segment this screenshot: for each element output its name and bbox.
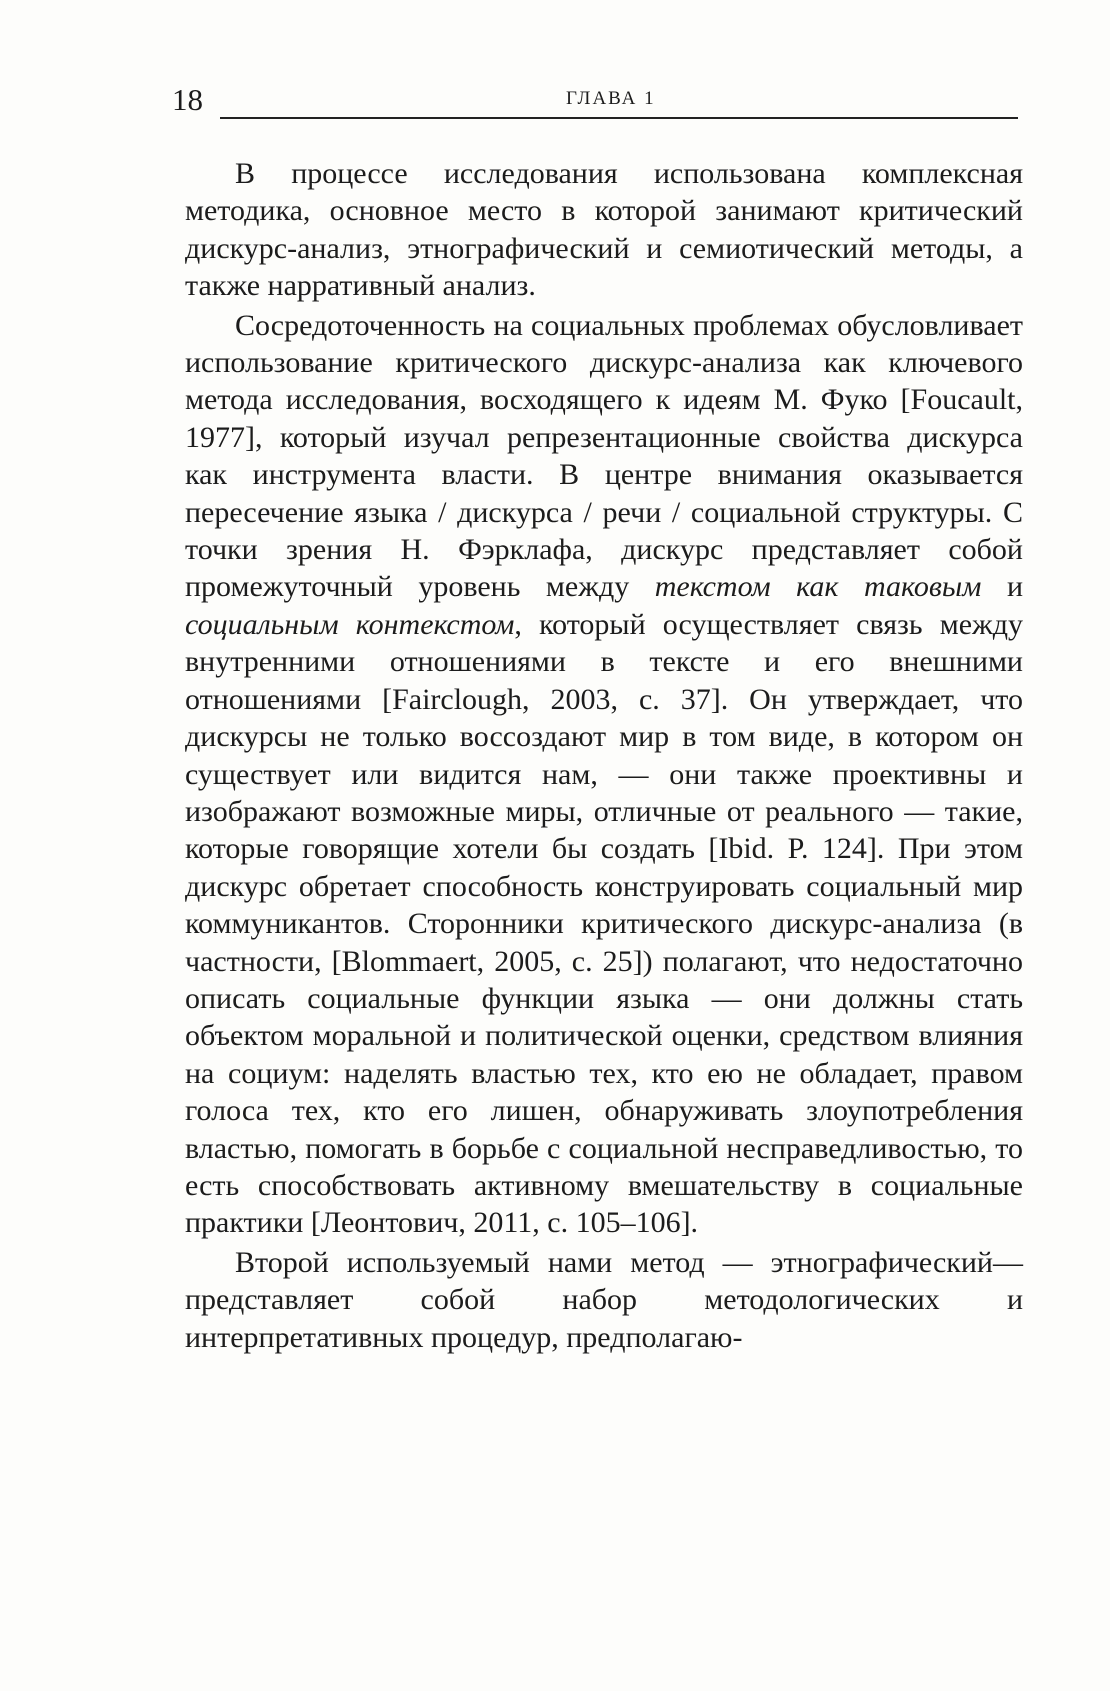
- paragraph-1-text: В процессе исследования использована комплексная методика, основное место в которой занимают критический дискурс-анализ, этнографический и семиотический методы, а также нарративный анализ.: [185, 157, 1023, 303]
- paragraph-2: [185, 307, 1023, 1242]
- paragraph-3-text: Второй используемый нами метод — этнографический— представляет собой набор методологических и интерпретативных процедур, предполагаю-: [185, 1245, 1023, 1354]
- paragraph-2-text: Сосредоточенность на социальных проблемах обусловливает использование критического дискурс-анализа как ключевого метода исследования, восходящего к идеям М. Фуко [Foucault, 1977], который изучал репрезентационные свойства дискурса как инструмента власти. В центре внимания оказывается пересечение языка / дискурса / речи / социальной структуры. С точки зрения Н. Фэрклафа, дискурс представляет собой промежуточный уровень между: [185, 308, 1023, 604]
- emphasis-text-as-such: текстом как таковым: [654, 570, 982, 604]
- paragraph-3: [185, 1244, 1023, 1356]
- paragraph-1: [185, 155, 1023, 305]
- page-header: [172, 82, 1022, 122]
- page-number: 18: [172, 82, 203, 117]
- body-text: [185, 155, 1023, 1356]
- paragraph-2-text-connector: и: [981, 570, 1023, 604]
- header-rule: [220, 117, 1018, 119]
- paragraph-2-text-continued: , который осуществляет связь между внутренними отношениями в тексте и его внешними отношениями [Fairclough, 2003, с. 37]. Он утверждает, что дискурсы не только воссоздают мир в том виде, в котором он существует или видится нам, — они также проективны и изображают возможные миры, отличные от реального — такие, которые говорящие хотели бы создать [Ibid. P. 124]. При этом дискурс обретает способность конструировать социальный мир коммуникантов. Сторонники критического дискурс-анализа (в частности, [Blommaert, 2005, с. 25]) полагают, что недостаточно описать социальные функции языка — они должны стать объектом моральной и политической оценки, средством влияния на социум: наделять властью тех, кто ею не обладает, правом голоса тех, кто его лишен, обнаруживать злоупотребления властью, помогать в борьбе с социальной несправедливостью, то есть способствовать активному вмешательству в социальные практики [Леонтович, 2011, с. 105–106].: [185, 607, 1023, 1240]
- emphasis-social-context: социальным контекстом: [185, 607, 515, 641]
- running-head: ГЛАВА 1: [566, 88, 656, 109]
